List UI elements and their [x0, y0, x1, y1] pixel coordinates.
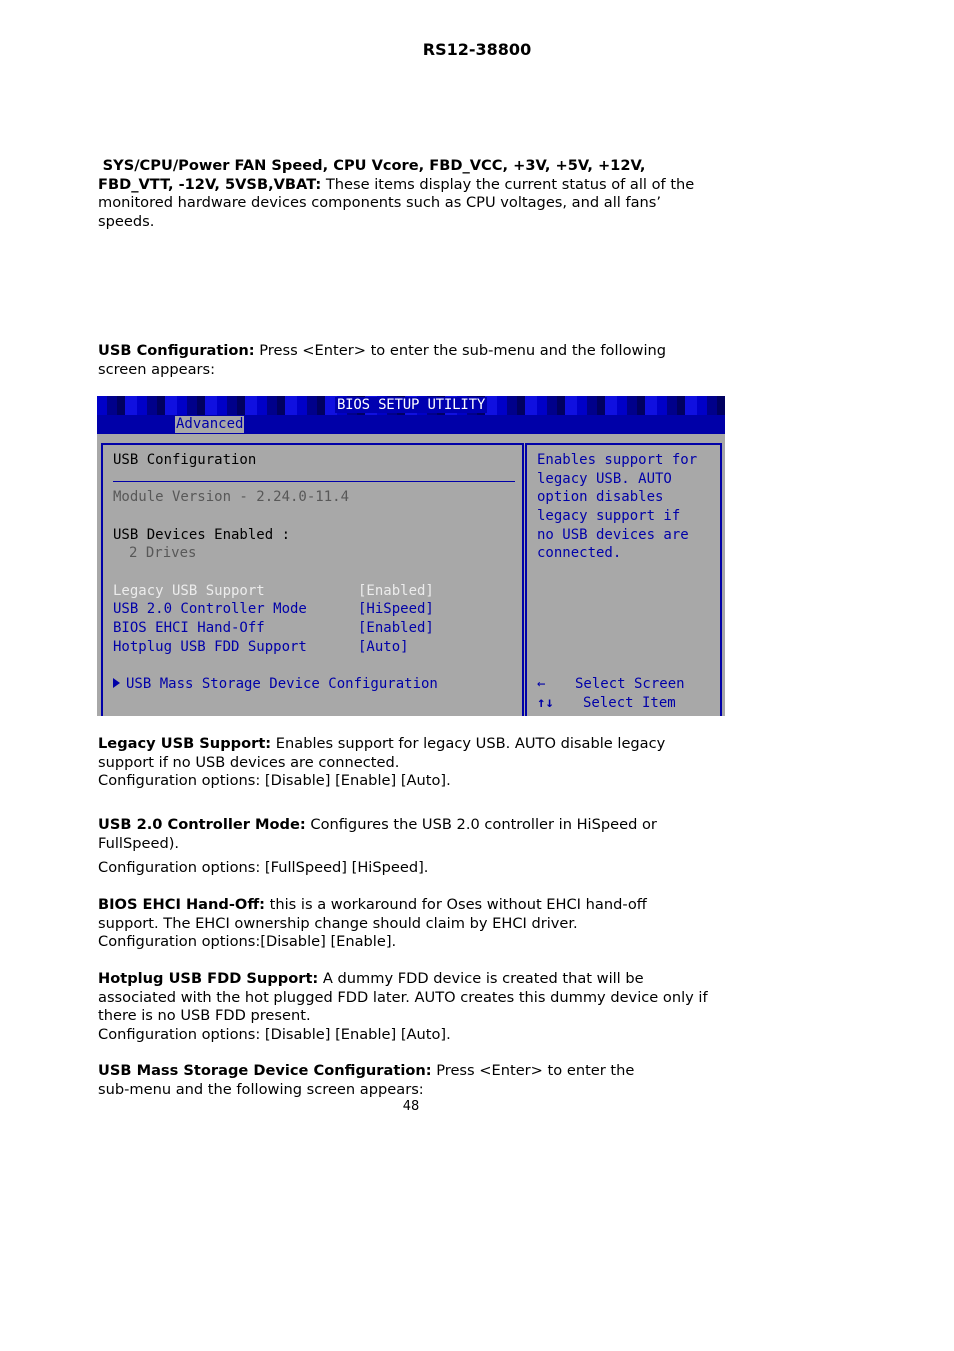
bios-menu-bar [97, 415, 725, 434]
desc-controller-heading: USB 2.0 Controller Mode: [98, 816, 306, 833]
desc-mass-line2: sub-menu and the following screen appears: [98, 1080, 424, 1098]
page-header-title: RS12-38800 [422, 40, 532, 59]
desc-ehci-line3: Configuration options:[Disable] [Enable]. [98, 933, 397, 951]
bios-screenshot [97, 396, 725, 716]
desc-mass-text: Press <Enter> to enter the [431, 1062, 635, 1079]
desc-legacy-heading: Legacy USB Support: [98, 735, 272, 752]
section-usb-configuration [98, 342, 738, 379]
usb2-controller-mode-label[interactable]: USB 2.0 Controller Mode [113, 601, 307, 617]
bios-main-title: USB Configuration [113, 452, 257, 468]
bios-help-panel [525, 443, 722, 716]
bios-divider [113, 481, 515, 482]
help-line-6: connected. [537, 545, 622, 561]
help-line-3: option disables [537, 489, 664, 505]
help-line-4: legacy support if [537, 508, 681, 524]
usb2-controller-mode-value[interactable]: [HiSpeed] [358, 601, 434, 617]
bios-ehci-handoff-value[interactable]: [Enabled] [358, 620, 434, 636]
section-hardware-monitor [98, 157, 738, 231]
hardware-monitor-heading: SYS/CPU/Power FAN Speed, CPU Vcore, FBD_VCC, +3V, +5V, +12V, [102, 157, 646, 174]
desc-ehci-line2: support. The EHCI ownership change should claim by EHCI driver. [98, 914, 578, 932]
desc-mass-heading: USB Mass Storage Device Configuration: [98, 1062, 432, 1079]
desc-hotplug-line2: associated with the hot plugged FDD later. AUTO creates this dummy device only if [98, 988, 708, 1006]
desc-hotplug-line4: Configuration options: [Disable] [Enable] [Auto]. [98, 1025, 451, 1043]
desc-legacy-line3: Configuration options: [Disable] [Enable] [Auto]. [98, 772, 451, 790]
module-version: Module Version - 2.24.0-11.4 [113, 489, 350, 505]
desc-ehci-text: this is a workaround for Oses without EHCI hand-off [264, 896, 647, 913]
usb-devices-value: 2 Drives [129, 545, 197, 561]
help-line-5: no USB devices are [537, 527, 689, 543]
desc-hotplug-line3: there is no USB FDD present. [98, 1007, 311, 1025]
tab-advanced[interactable]: Advanced [176, 416, 244, 432]
up-down-arrow-icon: ↑↓ [537, 695, 554, 711]
desc-bios-ehci [98, 896, 738, 952]
key-select-screen: Select Screen [575, 676, 685, 692]
desc-mass-storage [98, 1062, 738, 1099]
hardware-monitor-heading-cont: FBD_VTT, -12V, 5VSB,VBAT: [98, 175, 322, 193]
desc-ehci-heading: BIOS EHCI Hand-Off: [98, 896, 265, 913]
usb-mass-storage-submenu[interactable] [113, 675, 438, 693]
usb-config-text: Press <Enter> to enter the sub-menu and the following [254, 342, 667, 359]
hardware-monitor-text-line3: monitored hardware devices components such as CPU voltages, and all fans’ [98, 194, 662, 212]
desc-controller-line3: Configuration options: [FullSpeed] [HiSpeed]. [98, 859, 429, 877]
left-arrow-icon: ← [537, 676, 546, 692]
hotplug-usb-fdd-value[interactable]: [Auto] [358, 639, 409, 655]
usb-config-heading: USB Configuration: [98, 342, 255, 359]
desc-hotplug-heading: Hotplug USB FDD Support: [98, 970, 319, 987]
hardware-monitor-text-line4: speeds. [98, 212, 155, 230]
desc-controller-text: Configures the USB 2.0 controller in HiSpeed or [305, 816, 657, 833]
desc-legacy-text: Enables support for legacy USB. AUTO disable legacy [271, 735, 666, 752]
usb-config-text-line2: screen appears: [98, 360, 216, 378]
page-number: 48 [402, 1099, 420, 1114]
key-select-item: Select Item [583, 695, 676, 711]
desc-usb2-controller [98, 816, 738, 878]
desc-controller-line2: FullSpeed). [98, 834, 180, 852]
desc-legacy-line2: support if no USB devices are connected. [98, 753, 400, 771]
usb-mass-storage-submenu-label: USB Mass Storage Device Configuration [126, 676, 438, 692]
hotplug-usb-fdd-label[interactable]: Hotplug USB FDD Support [113, 639, 307, 655]
desc-hotplug-text: A dummy FDD device is created that will be [318, 970, 644, 987]
bios-title-text: BIOS SETUP UTILITY [336, 397, 486, 413]
bios-ehci-handoff-label[interactable]: BIOS EHCI Hand-Off [113, 620, 265, 636]
hardware-monitor-text: These items display the current status of all of the [321, 175, 695, 193]
help-line-1: Enables support for [537, 452, 698, 468]
help-line-2: legacy USB. AUTO [537, 471, 672, 487]
usb-devices-label: USB Devices Enabled : [113, 527, 291, 543]
bios-title-bar [97, 396, 725, 415]
legacy-usb-support-label[interactable]: Legacy USB Support [113, 583, 265, 599]
legacy-usb-support-value[interactable]: [Enabled] [358, 583, 434, 599]
desc-hotplug-fdd [98, 970, 748, 1044]
desc-legacy-usb [98, 735, 738, 791]
bios-main-panel [101, 443, 524, 716]
submenu-arrow-icon [113, 678, 120, 688]
